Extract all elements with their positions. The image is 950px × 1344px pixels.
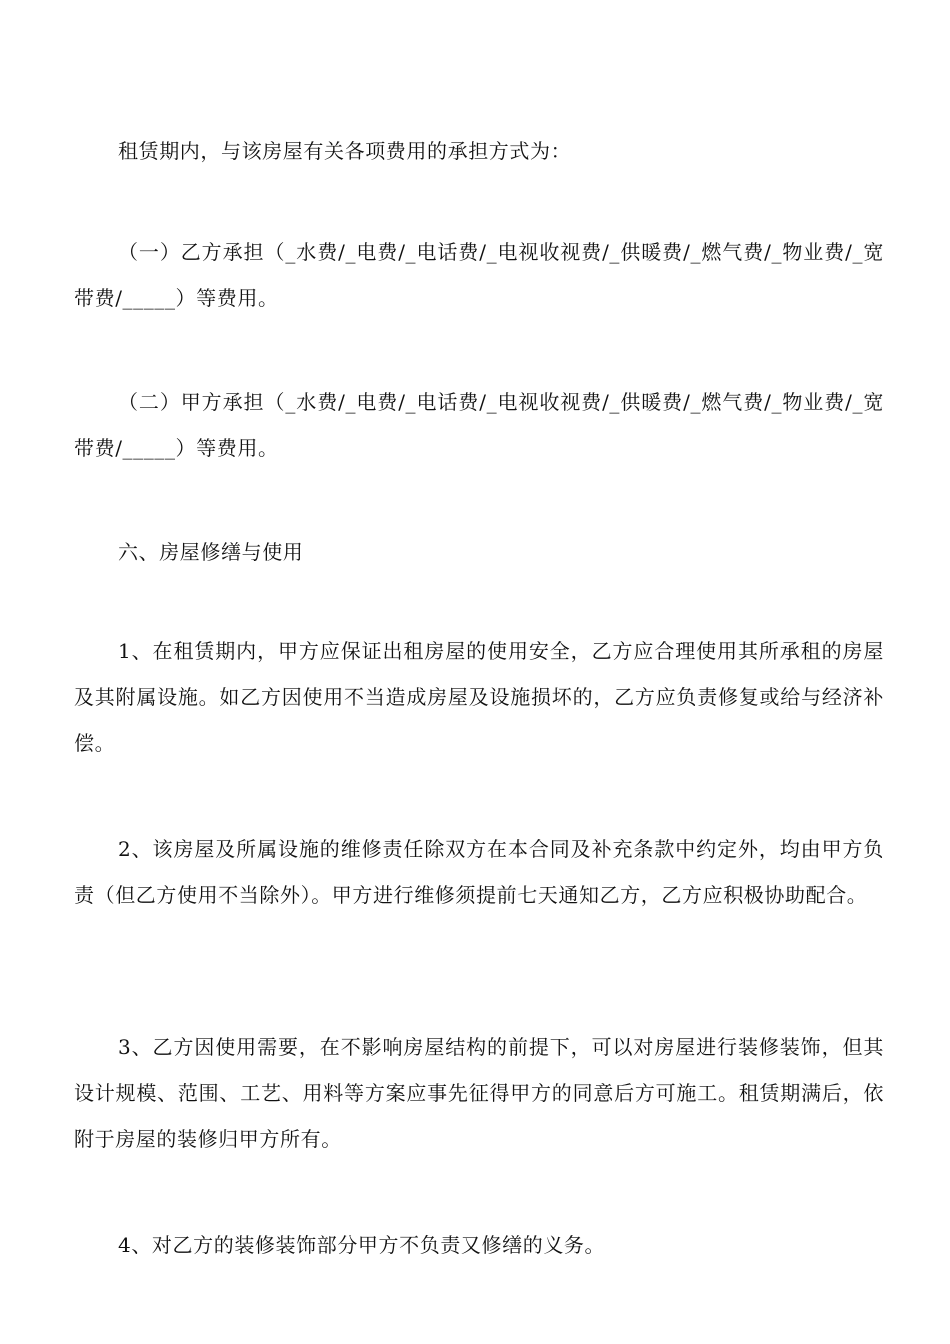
repair-clause-3: 3、乙方因使用需要，在不影响房屋结构的前提下，可以对房屋进行装修装饰，但其设计规模、范围、工艺、用料等方案应事先征得甲方的同意后方可施工。租赁期满后，依附于房屋的装修归甲方所有。 <box>74 1035 884 1151</box>
repair-clause-1: 1、在租赁期内，甲方应保证出租房屋的使用安全，乙方应合理使用其所承租的房屋及其附属设施。如乙方因使用不当造成房屋及设施损坏的，乙方应负责修复或给与经济补偿。 <box>74 639 884 755</box>
repair-clause-4: 4、对乙方的装修装饰部分甲方不负责又修缮的义务。 <box>118 1233 606 1257</box>
landlord-fee-clause: （二）甲方承担（_水费/_电费/_电话费/_电视收视费/_供暖费/_燃气费/_物业费/_宽带费/_____）等费用。 <box>74 390 884 460</box>
section-heading-repair-use: 六、房屋修缮与使用 <box>118 540 304 564</box>
repair-clause-2: 2、该房屋及所属设施的维修责任除双方在本合同及补充条款中约定外，均由甲方负责（但乙方使用不当除外）。甲方进行维修须提前七天通知乙方，乙方应积极协助配合。 <box>74 837 884 907</box>
fee-arrangement-intro: 租赁期内，与该房屋有关各项费用的承担方式为： <box>118 139 572 163</box>
tenant-fee-clause: （一）乙方承担（_水费/_电费/_电话费/_电视收视费/_供暖费/_燃气费/_物业费/_宽带费/_____）等费用。 <box>74 240 884 310</box>
